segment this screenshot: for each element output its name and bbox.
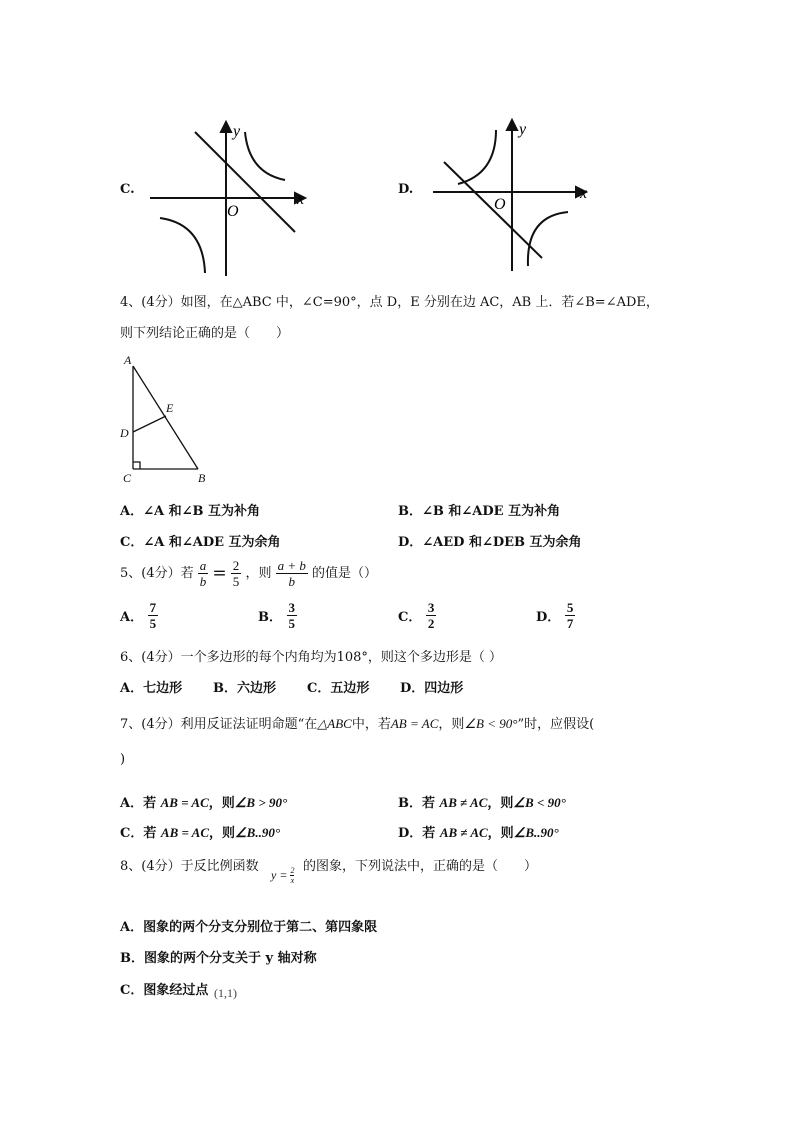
q5-option-b-value: $\frac{3}{5}$ <box>288 600 296 631</box>
q8-function: y = $\frac{2}{x}$ <box>271 866 295 885</box>
q4-option-b[interactable]: B．∠B 和∠ADE 互为补角 <box>398 504 561 519</box>
q5-middle: ，则 <box>245 566 272 581</box>
graph-c-x-label: x <box>297 191 305 208</box>
q5-stem <box>120 558 377 589</box>
q8-point: (1,1) <box>214 986 237 1000</box>
q7-option-b[interactable]: B．若 AB ≠ AC，则∠B < 90° <box>398 795 566 811</box>
q4-option-c[interactable]: C．∠A 和∠ADE 互为余角 <box>120 535 281 550</box>
q6-stem: 6、(4分）一个多边形的每个内角均为108°，则这个多边形是（ ） <box>120 650 503 665</box>
q6-option-b[interactable]: B．六边形 <box>213 681 276 696</box>
q8-option-b[interactable]: B．图象的两个分支关于 y 轴对称 <box>120 951 317 966</box>
q5-fraction-ab: $\frac{a}{b}$ <box>199 558 207 589</box>
q8-stem-prefix: 8、(4分）于反比例函数 <box>120 859 259 874</box>
q7-triangle: △ABC <box>317 716 352 731</box>
fig-label-e: E <box>166 401 174 415</box>
q4-stem-line1: 4、(4分）如图，在△ABC 中，∠C=90°，点 D，E 分别在边 AC，AB 上．若∠B=∠ADE， <box>120 295 659 310</box>
q6-option-a[interactable]: A．七边形 <box>120 681 183 696</box>
q7-option-a[interactable]: A．若 AB = AC，则∠B > 90° <box>120 795 288 811</box>
graph-c-origin: O <box>227 203 239 220</box>
q8-option-a[interactable]: A．图象的两个分支分别位于第二、第四象限 <box>120 920 378 935</box>
q5-fraction-target: $\frac{a + b}{b}$ <box>277 558 306 589</box>
q5-option-d-value: $\frac{5}{7}$ <box>566 600 574 631</box>
q7-conclusion: ∠B < 90° <box>464 716 518 731</box>
q5-option-c[interactable]: C． $\frac{3}{2}$ <box>398 600 435 631</box>
q4-option-d[interactable]: D．∠AED 和∠DEB 互为余角 <box>398 535 582 550</box>
graph-d-y-label: y <box>519 121 527 138</box>
q8-stem-suffix: 的图象，下列说法中，正确的是（ ） <box>303 859 538 874</box>
fig-label-a: A <box>124 353 132 367</box>
q5-suffix: 的值是（） <box>312 566 378 581</box>
q6-option-d[interactable]: D．四边形 <box>400 681 464 696</box>
fig-label-d: D <box>120 426 129 440</box>
q5-equals: = <box>212 563 227 584</box>
q6-option-c[interactable]: C．五边形 <box>307 681 370 696</box>
graph-d-x-label: x <box>580 185 588 202</box>
graph-d <box>428 116 598 276</box>
q7-option-d[interactable]: D．若 AB ≠ AC，则∠B..90° <box>398 825 559 841</box>
q5-option-c-value: $\frac{3}{2}$ <box>427 600 435 631</box>
q8-option-c[interactable]: C．图象经过点 <box>120 983 209 998</box>
graph-d-label: D. <box>398 182 414 197</box>
q5-option-a[interactable]: A． $\frac{7}{5}$ <box>120 600 157 631</box>
q7-stem: 7、(4分）利用反证法证明命题“在△ABC中，若AB = AC，则∠B < 90°”时，应假设( <box>120 716 595 732</box>
q5-prefix: 5、(4分）若 <box>120 566 194 581</box>
graph-d-origin: O <box>494 196 506 213</box>
graph-c-y-label: y <box>233 123 241 140</box>
q5-option-a-value: $\frac{7}{5}$ <box>149 600 157 631</box>
fig-label-b: B <box>198 471 206 485</box>
q7-condition: AB = AC <box>390 716 439 731</box>
q4-option-a[interactable]: A．∠A 和∠B 互为补角 <box>120 504 260 519</box>
q7-option-c[interactable]: C．若 AB = AC，则∠B..90° <box>120 825 281 841</box>
q5-fraction-value: $\frac{2}{5}$ <box>232 558 240 589</box>
graph-c-label: C. <box>120 182 135 197</box>
q5-option-b[interactable]: B． $\frac{3}{5}$ <box>258 600 296 631</box>
graph-c <box>145 118 315 280</box>
q4-stem-line2: 则下列结论正确的是（ ） <box>120 326 290 341</box>
q7-close-paren: ) <box>120 752 126 767</box>
q4-triangle-figure <box>116 350 212 486</box>
fig-label-c: C <box>123 471 132 485</box>
q5-option-d[interactable]: D． $\frac{5}{7}$ <box>536 600 574 631</box>
